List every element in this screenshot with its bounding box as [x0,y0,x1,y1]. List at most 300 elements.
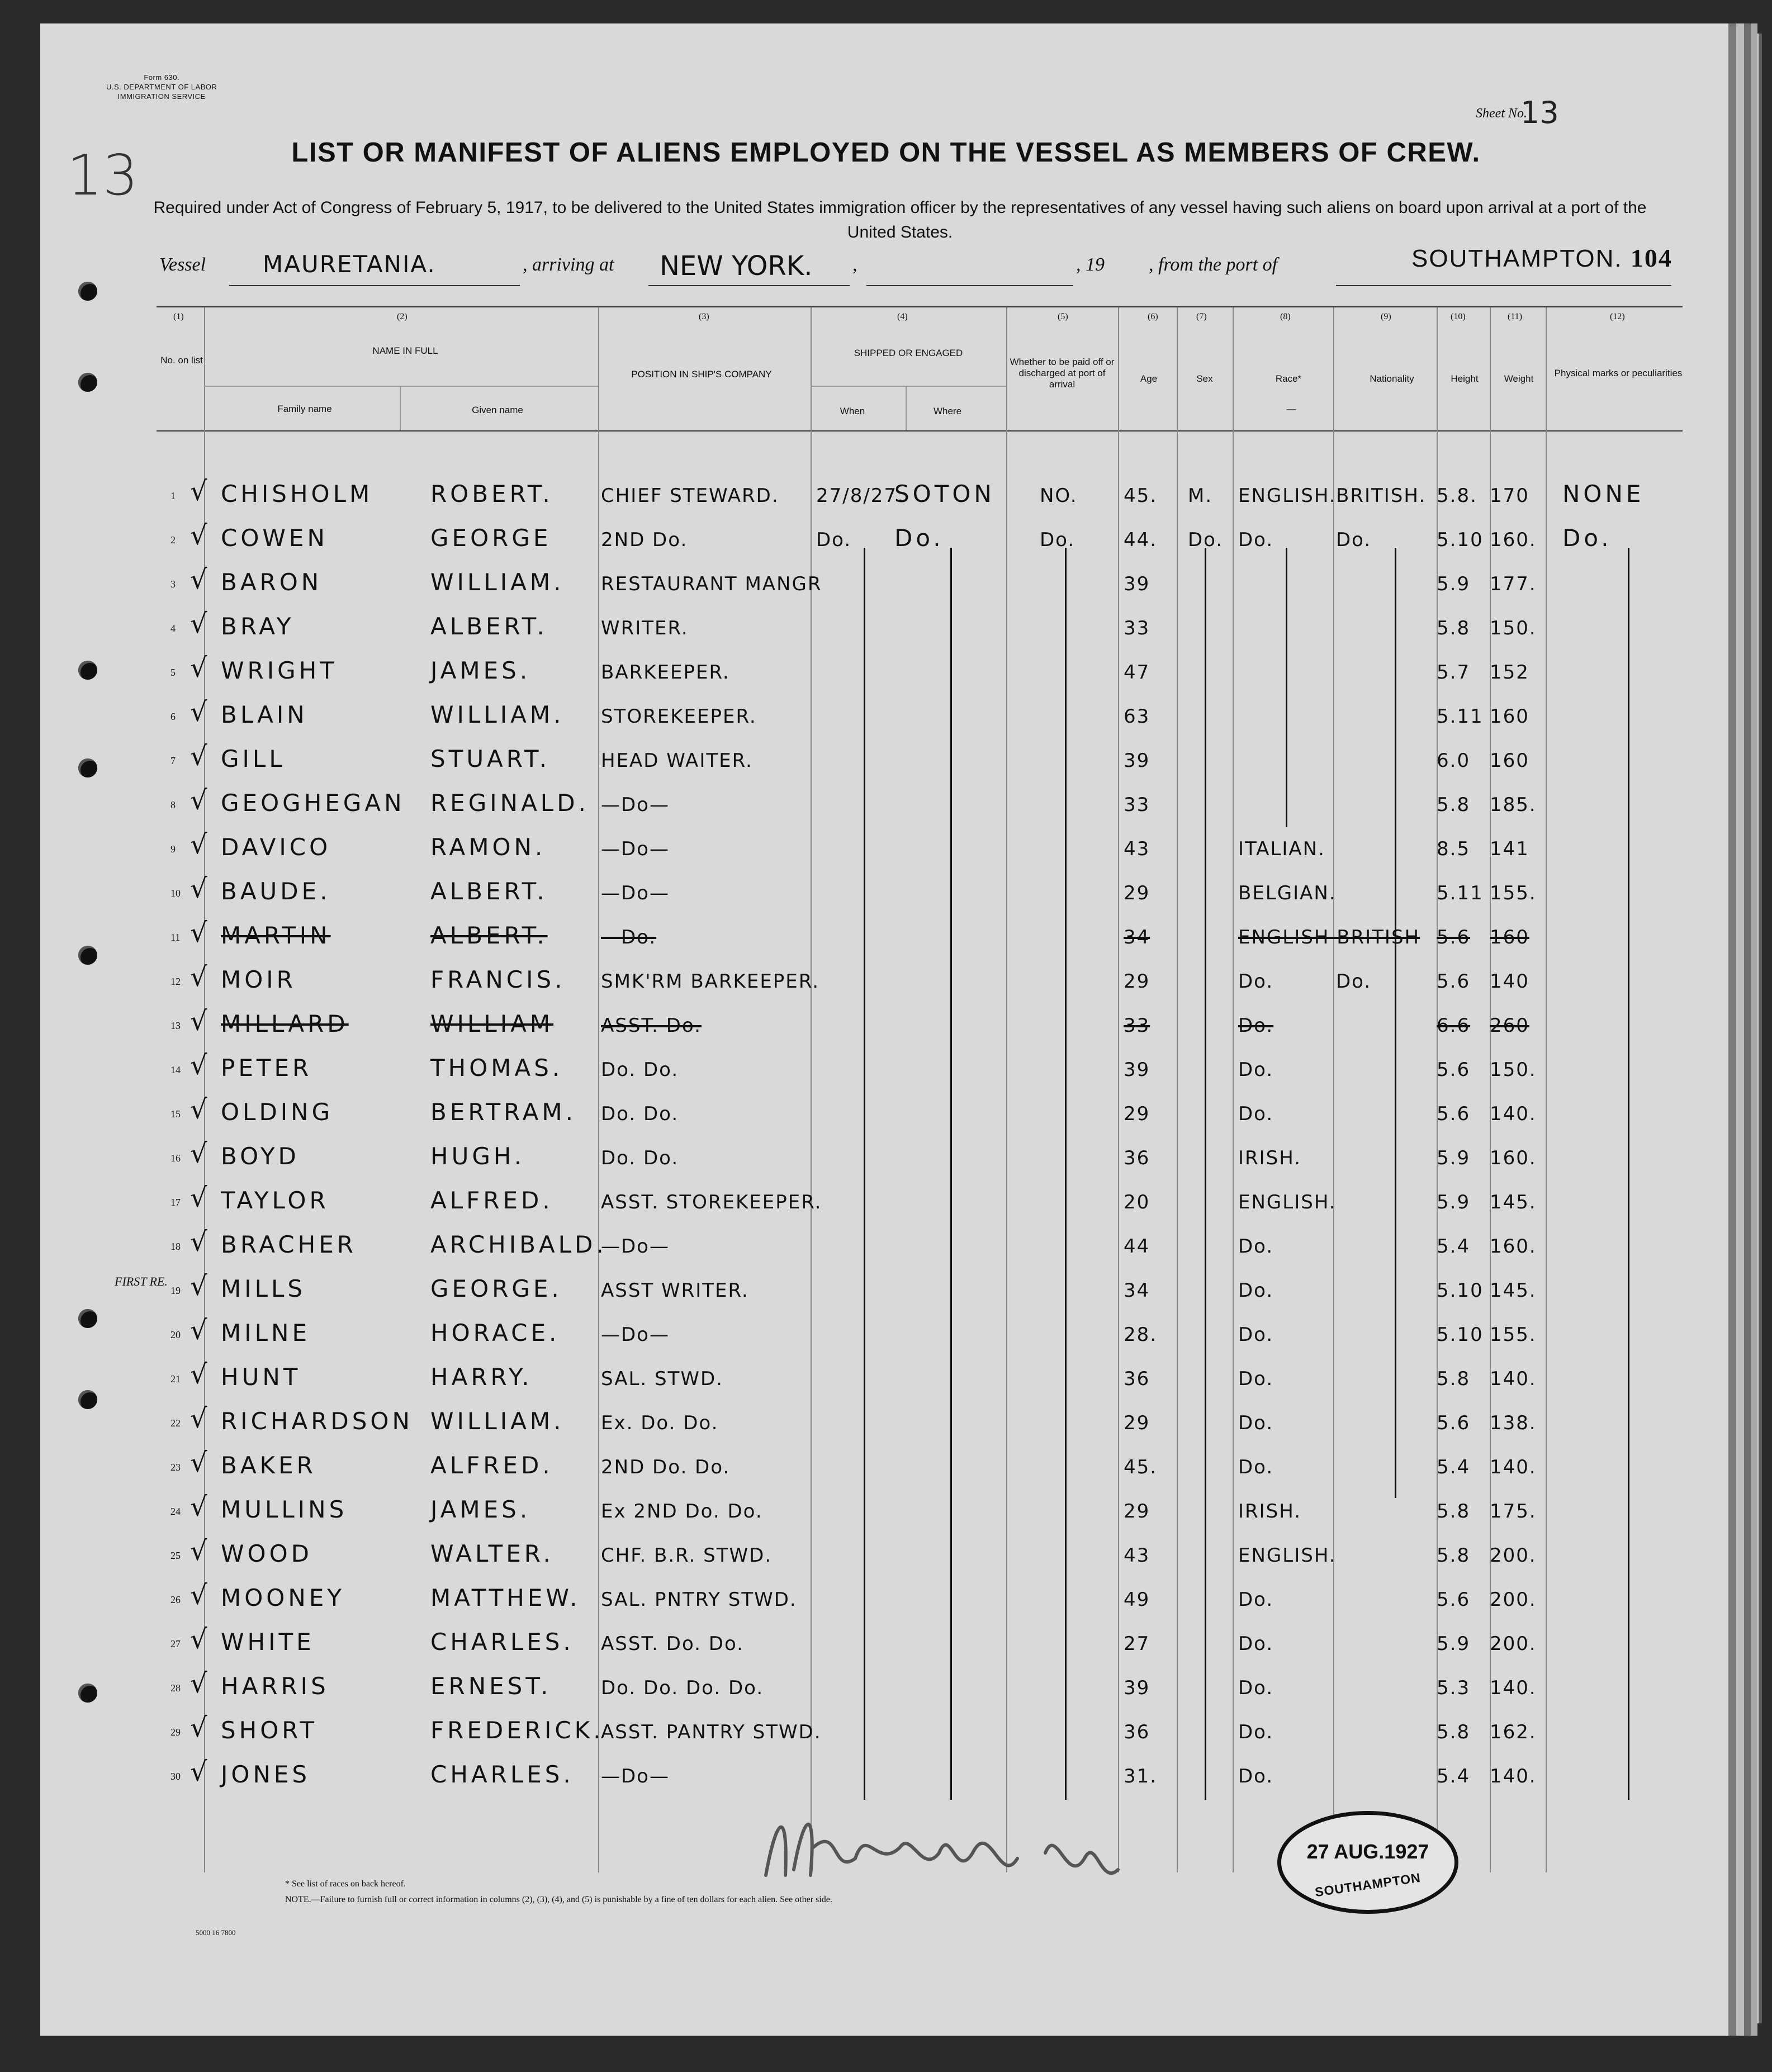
cell-family: MOIR [221,966,296,993]
cell-when: Do. [816,529,852,551]
col-num: (6) [1148,312,1158,321]
col-header-weight: Weight [1504,373,1534,384]
footnote-note: NOTE.—Failure to furnish full or correct information in columns (2), (3), (4), and (5) is punishable by a fine of ten dollars for each alien. See other side. [285,1895,832,1904]
cell-position: SMK'RM BARKEEPER. [601,970,819,993]
department-name: U.S. DEPARTMENT OF LABOR [106,83,217,91]
cell-family: MOONEY [221,1584,345,1611]
cell-given: ALBERT. [430,878,548,905]
cell-height: 5.6 [1437,1412,1471,1434]
cell-weight: 175. [1490,1500,1537,1523]
cell-height: 5.8 [1437,1500,1471,1523]
cell-family: WHITE [221,1628,315,1656]
col-header-marks: Physical marks or peculiarities [1554,368,1683,378]
cell-given: WILLIAM. [430,1407,565,1435]
margin-annotation: FIRST RE. [115,1274,168,1288]
cell-given: FREDERICK. [430,1717,604,1744]
check-mark: √ [190,1756,207,1787]
cell-position: SAL. STWD. [601,1368,723,1390]
cell-nationality: Do. [1336,529,1372,551]
row-number: 14 [170,1064,181,1075]
cell-race: IRISH. [1238,1147,1302,1169]
check-mark: √ [190,1359,207,1390]
officer-signature [755,1791,1146,1898]
cell-age: 27 [1124,1633,1150,1655]
cell-given: REGINALD. [430,789,589,817]
cell-weight: 140. [1490,1103,1537,1125]
cell-given: STUART. [430,745,550,772]
cell-family: HUNT [221,1363,301,1391]
cell-age: 29 [1124,882,1150,904]
cell-given: WILLIAM. [430,701,565,728]
cell-height: 5.10 [1437,1324,1484,1346]
cell-age: 47 [1124,661,1150,684]
cell-given: HARRY. [430,1363,533,1391]
cell-given: ERNEST. [430,1672,552,1700]
cell-family: RICHARDSON [221,1407,413,1435]
cell-nationality: BRITISH. [1336,485,1427,507]
cell-height: 5.8. [1437,485,1477,507]
cell-position: WRITER. [601,617,689,639]
ditto-line [1065,548,1067,1800]
cell-height: 5.6 [1437,970,1471,993]
col-header-age: Age [1140,373,1158,384]
cell-family: JONES [221,1761,311,1788]
cell-family: OLDING [221,1098,334,1126]
cell-position: STOREKEEPER. [601,705,757,728]
row-number: 21 [170,1373,181,1385]
cell-position: BARKEEPER. [601,661,730,684]
cell-race: IRISH. [1238,1500,1302,1523]
cell-age: 43 [1124,838,1150,860]
cell-family: BRAY [221,613,295,640]
sheet-label: Sheet No. [1476,106,1527,121]
year-label: , 19 [1076,254,1105,275]
check-mark: √ [190,1182,207,1213]
cell-age: 44 [1124,1235,1150,1258]
col-num: (1) [173,312,184,321]
cell-race: Do. [1238,1324,1274,1346]
cell-height: 5.10 [1437,1279,1484,1302]
row-number: 17 [170,1197,181,1208]
cell-weight: 260 [1490,1014,1529,1037]
col-header-position: POSITION IN SHIP'S COMPANY [631,369,772,380]
from-port-name: SOUTHAMPTON. [1411,245,1623,272]
cell-sex: Do. [1188,529,1224,551]
col-num: (5) [1058,312,1068,321]
col-num: (11) [1508,312,1523,321]
cell-position: 2ND Do. [601,529,688,551]
cell-age: 33 [1124,617,1150,639]
cell-height: 5.3 [1437,1677,1471,1699]
cell-race: ENGLISH BRITISH [1238,926,1420,949]
cell-weight: 155. [1490,1324,1537,1346]
cell-weight: 138. [1490,1412,1537,1434]
cell-position: CHF. B.R. STWD. [601,1544,773,1567]
cell-position: CHIEF STEWARD. [601,485,779,507]
cell-family: WRIGHT [221,657,338,684]
cell-position: SAL. PNTRY STWD. [601,1589,797,1611]
row-number: 5 [170,667,176,678]
cell-given: ARCHIBALD. [430,1231,607,1258]
cell-weight: 152 [1490,661,1529,684]
check-mark: √ [190,1491,207,1523]
cell-given: ALBERT. [430,922,548,949]
cell-height: 5.6 [1437,1103,1471,1125]
cell-age: 36 [1124,1147,1150,1169]
cell-age: 29 [1124,1103,1150,1125]
cell-height: 5.8 [1437,617,1471,639]
cell-weight: 150. [1490,617,1537,639]
cell-nationality: Do. [1336,970,1372,993]
cell-weight: 141 [1490,838,1529,860]
cell-marks: NONE [1562,480,1645,508]
cell-position: —Do— [601,794,670,816]
from-port-label: , from the port of [1149,254,1278,275]
cell-height: 5.9 [1437,1147,1471,1169]
col-num: (10) [1451,312,1466,321]
ditto-line [1205,548,1206,1800]
cell-race: Do. [1238,1279,1274,1302]
cell-height: 5.9 [1437,573,1471,595]
cell-age: 39 [1124,750,1150,772]
cell-position: —Do. [601,926,657,949]
check-mark: √ [190,829,207,860]
cell-family: DAVICO [221,833,331,861]
cell-age: 39 [1124,1059,1150,1081]
row-number: 29 [170,1727,181,1738]
cell-race: Do. [1238,1014,1274,1037]
punch-hole [78,758,97,777]
check-mark: √ [190,1050,207,1081]
check-mark: √ [190,1624,207,1655]
cell-position: ASST. STOREKEEPER. [601,1191,822,1213]
col-num: (2) [397,312,408,321]
cell-given: GEORGE [430,524,552,552]
cell-race: Do. [1238,1235,1274,1258]
margin-handwritten-number: 13 [67,143,139,208]
punch-hole [78,282,97,301]
check-mark: √ [190,741,207,772]
cell-given: JAMES. [430,1496,531,1523]
check-mark: √ [190,1006,207,1037]
cell-weight: 170 [1490,485,1529,507]
check-mark: √ [190,1580,207,1611]
row-number: 28 [170,1682,181,1694]
cell-family: CHISHOLM [221,480,373,508]
cell-paid: NO. [1040,485,1078,507]
col-header-name: NAME IN FULL [372,345,438,356]
check-mark: √ [190,476,207,507]
sheet-number: 13 [1520,95,1559,130]
cell-position: 2ND Do. Do. [601,1456,731,1478]
cell-given: CHARLES. [430,1761,574,1788]
cell-given: CHARLES. [430,1628,574,1656]
cell-race: Do. [1238,1059,1274,1081]
cell-family: BRACHER [221,1231,357,1258]
cell-position: ASST. Do. Do. [601,1633,744,1655]
cell-weight: 200. [1490,1589,1537,1611]
punch-hole [78,1684,97,1703]
cell-age: 20 [1124,1191,1150,1213]
cell-height: 5.8 [1437,1368,1471,1390]
cell-given: FRANCIS. [430,966,566,993]
cell-weight: 160 [1490,926,1529,949]
row-number: 7 [170,755,176,766]
cell-given: WALTER. [430,1540,554,1567]
punch-hole [78,661,97,680]
row-number: 6 [170,711,176,722]
cell-age: 36 [1124,1368,1150,1390]
cell-height: 5.11 [1437,705,1484,728]
cell-race: Do. [1238,1103,1274,1125]
check-mark: √ [190,1094,207,1125]
cell-age: 36 [1124,1721,1150,1743]
row-number: 24 [170,1506,181,1517]
cell-family: GEOGHEGAN [221,789,405,817]
row-number: 12 [170,976,181,987]
ditto-line [864,548,865,1800]
subcol-where: Where [933,406,962,416]
row-number: 8 [170,799,176,810]
cell-height: 6.0 [1437,750,1471,772]
stamp-port: SOUTHAMPTON [1314,1870,1422,1900]
cell-weight: 162. [1490,1721,1537,1743]
cell-race: ENGLISH. [1238,1191,1337,1213]
cell-where: SOTON [894,480,995,508]
row-number: 20 [170,1329,181,1340]
cell-given: WILLIAM. [430,568,565,596]
date-underline [866,285,1073,286]
cell-family: COWEN [221,524,328,552]
cell-age: 28. [1124,1324,1158,1346]
col-num: (8) [1280,312,1291,321]
arriving-port: NEW YORK. [660,250,813,282]
cell-given: ALFRED. [430,1187,553,1214]
cell-position: —Do— [601,882,670,904]
print-code: 5000 16 7800 [196,1928,236,1937]
cell-age: 29 [1124,970,1150,993]
punch-hole [78,373,97,392]
row-number: 22 [170,1417,181,1429]
stamp-date: 27 AUG.1927 [1306,1840,1429,1863]
row-number: 3 [170,579,176,590]
cell-given: ALBERT. [430,613,548,640]
cell-height: 5.10 [1437,529,1484,551]
cell-position: —Do— [601,1324,670,1346]
cell-race: Do. [1238,529,1274,551]
row-number: 10 [170,888,181,899]
arriving-underline [648,285,850,286]
check-mark: √ [190,608,207,639]
check-mark: √ [190,564,207,595]
cell-age: 29 [1124,1500,1150,1523]
cell-age: 43 [1124,1544,1150,1567]
cell-position: RESTAURANT MANGR [601,573,822,595]
cell-family: BAKER [221,1452,316,1479]
check-mark: √ [190,1138,207,1169]
col-header-shipped: SHIPPED OR ENGAGED [854,348,963,358]
cell-given: JAMES. [430,657,531,684]
row-number: 4 [170,623,176,634]
cell-weight: 140. [1490,1765,1537,1787]
cell-position: ASST WRITER. [601,1279,749,1302]
port-date-stamp [1277,1811,1458,1914]
cell-height: 5.9 [1437,1191,1471,1213]
cell-position: Ex 2ND Do. Do. [601,1500,763,1523]
check-mark: √ [190,1270,207,1302]
cell-weight: 160 [1490,750,1529,772]
col-num: (9) [1381,312,1391,321]
row-number: 16 [170,1153,181,1164]
cell-family: MARTIN [221,922,331,949]
cell-position: Do. Do. [601,1059,679,1081]
col-num: (12) [1610,312,1625,321]
cell-age: 63 [1124,705,1150,728]
cell-weight: 145. [1490,1191,1537,1213]
cell-age: 49 [1124,1589,1150,1611]
cell-weight: 140. [1490,1677,1537,1699]
cell-family: BAUDE. [221,878,331,905]
ditto-line [950,548,952,1800]
cell-age: 45. [1124,1456,1158,1478]
row-number: 18 [170,1241,181,1252]
cell-weight: 160. [1490,1235,1537,1258]
cell-family: MULLINS [221,1496,348,1523]
cell-age: 31. [1124,1765,1158,1787]
cell-race: Do. [1238,1721,1274,1743]
cell-family: SHORT [221,1717,318,1744]
cell-height: 5.6 [1437,926,1471,949]
cell-family: BLAIN [221,701,308,728]
subcol-given-name: Given name [472,405,523,415]
cell-given: ALFRED. [430,1452,553,1479]
cell-family: BOYD [221,1142,300,1170]
cell-age: 33 [1124,794,1150,816]
form-header [106,73,217,101]
check-mark: √ [190,785,207,816]
check-mark: √ [190,917,207,949]
row-number: 26 [170,1594,181,1605]
col-num: (3) [699,312,709,321]
cell-position: Do. Do. [601,1147,679,1169]
cell-height: 5.8 [1437,794,1471,816]
check-mark: √ [190,1535,207,1567]
cell-given: HORACE. [430,1319,560,1346]
cell-race: Do. [1238,1589,1274,1611]
cell-height: 5.9 [1437,1633,1471,1655]
cell-sex: M. [1188,485,1213,507]
cell-age: 29 [1124,1412,1150,1434]
cell-age: 34 [1124,1279,1150,1302]
cell-race: Do. [1238,1412,1274,1434]
cell-height: 5.8 [1437,1721,1471,1743]
col-header-sex: Sex [1196,373,1213,384]
cell-weight: 200. [1490,1544,1537,1567]
cell-weight: 155. [1490,882,1537,904]
cell-paid: Do. [1040,529,1075,551]
cell-weight: 140. [1490,1456,1537,1478]
cell-given: MATTHEW. [430,1584,581,1611]
vessel-name-underline [229,285,520,286]
row-number: 15 [170,1108,181,1120]
cell-age: 39 [1124,1677,1150,1699]
cell-weight: 185. [1490,794,1537,816]
cell-race: Do. [1238,1765,1274,1787]
ditto-line [1395,548,1396,1498]
arriving-label: , arriving at [523,254,614,275]
cell-race: Do. [1238,970,1274,993]
punch-hole [78,1309,97,1328]
cell-height: 5.4 [1437,1765,1471,1787]
row-number: 30 [170,1771,181,1782]
cell-weight: 140 [1490,970,1529,993]
cell-height: 5.6 [1437,1589,1471,1611]
cell-family: GILL [221,745,286,772]
cell-family: MILNE [221,1319,310,1346]
subcol-family-name: Family name [277,404,332,414]
cell-age: 45. [1124,485,1158,507]
row-number: 19 [170,1285,181,1296]
cell-marks: Do. [1562,524,1612,552]
cell-family: WOOD [221,1540,312,1567]
cell-weight: 160 [1490,705,1529,728]
col-header-race: Race* [1275,373,1302,384]
cell-position: —Do— [601,838,670,860]
col-header-height: Height [1451,373,1479,384]
ditto-line [1286,548,1287,827]
cell-race: Do. [1238,1456,1274,1478]
cell-position: ASST. Do. [601,1014,702,1037]
row-number: 23 [170,1462,181,1473]
row-number: 13 [170,1020,181,1031]
check-mark: √ [190,1668,207,1699]
cell-height: 5.8 [1437,1544,1471,1567]
cell-age: 39 [1124,573,1150,595]
cell-position: —Do— [601,1235,670,1258]
cell-weight: 160. [1490,529,1537,551]
col-num: (7) [1196,312,1207,321]
cell-family: PETER [221,1054,312,1082]
cell-position: Do. Do. Do. Do. [601,1677,764,1699]
page-title: LIST OR MANIFEST OF ALIENS EMPLOYED ON THE VESSEL AS MEMBERS OF CREW. [291,137,1481,168]
cell-given: BERTRAM. [430,1098,576,1126]
cell-when: 27/8/27. [816,485,904,507]
check-mark: √ [190,961,207,993]
check-mark: √ [190,873,207,904]
check-mark: √ [190,1447,207,1478]
cell-weight: 140. [1490,1368,1537,1390]
cell-age: 34 [1124,926,1150,949]
service-name: IMMIGRATION SERVICE [117,92,206,101]
cell-age: 44. [1124,529,1158,551]
cell-height: 5.4 [1437,1456,1471,1478]
from-port [1411,243,1672,273]
ditto-line [1628,548,1629,1800]
row-number: 25 [170,1550,181,1561]
cell-weight: 145. [1490,1279,1537,1302]
cell-race: ENGLISH. [1238,1544,1337,1567]
cell-age: 33 [1124,1014,1150,1037]
footnote-races: * See list of races on back hereof. [285,1879,406,1889]
check-mark: √ [190,1712,207,1743]
punch-hole [78,1390,97,1409]
check-mark: √ [190,1403,207,1434]
check-mark: √ [190,696,207,728]
cell-given: WILLIAM [430,1010,554,1037]
page-subtitle: Required under Act of Congress of February 5, 1917, to be delivered to the United States immigration officer by the representatives of any vessel having such aliens on board upon arrival at a port of the United States. [153,198,1647,241]
cell-height: 5.7 [1437,661,1471,684]
cell-race: ITALIAN. [1238,838,1325,860]
